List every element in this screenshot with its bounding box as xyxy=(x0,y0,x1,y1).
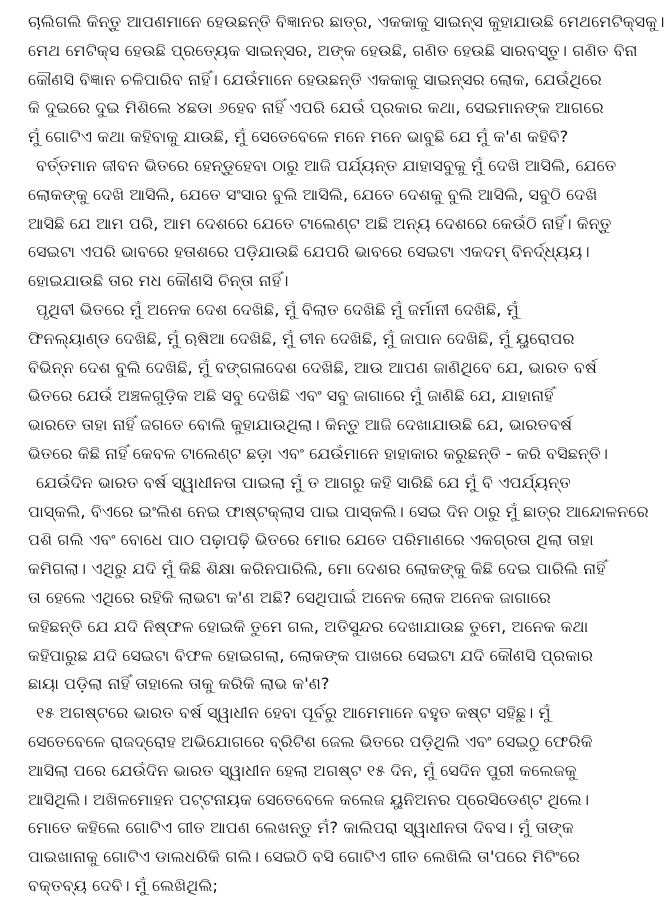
text-line: କହିଛନ୍ତି ଯେ ଯଦି ନିଷ୍ଫଳ ହୋଇକି ତୁମେ ଗଲ, ଅତିସୁନ୍ଦର ଦେଖାଯାଉଛ ତୁମେ, ଅନେକ କଥା xyxy=(28,616,589,636)
text-line: ହୋଇଯାଉଛି ତାର ମଧ କୌଣସି ଚିନ୍ତା ନାହିଁ। xyxy=(28,271,289,291)
paragraph xyxy=(28,8,665,152)
text-line: ଫିନଲ୍ୟାଣ୍ଡ ଦେଖିଛି, ମୁଁ ଋଷିଆ ଦେଖିଛି, ମୁଁ ଚୀନ ଦେଖିଛି, ମୁଁ ଜାପାନ ଦେଖିଛି, ମୁଁ ୟୁରୋପର xyxy=(28,328,575,348)
text-line: ଲୋକଙ୍କୁ ଦେଖି ଆସିଲି, ଯେତେ ସଂସାର ବୁଲି ଆସିଲି, ଯେତେ ଦେଶକୁ ବୁଲି ଆସିଲି, ସବୁଠି ଦେଖି xyxy=(28,184,598,204)
text-line: ସେତେବେଳେ ରାଜଦ୍ରୋହ ଅଭିଯୋଗରେ ବ୍ରିଟିଶ ଜେଲ ଭିତରେ ପଡ଼ିଥିଲି ଏବଂ ସେଇଠୁ ଫେରିକି xyxy=(28,731,593,751)
text-line: ମୋତେ କହିଲେ ଗୋଟିଏ ଗୀତ ଆପଣ ଲେଖନ୍ତୁ ମଁ? କାଲିପରା ସ୍ୱାଧୀନତା ଦିବସ। ମୁଁ ତାଙ୍କ xyxy=(28,818,574,838)
text-line: ଭାରତେ ତାହା ନାହିଁ ଜଗତେ ବୋଲି କୁହାଯାଉଥିଲା। କିନ୍ତୁ ଆଜି ଦେଖାଯାଉଛି ଯେ, ଭାରତବର୍ଷ xyxy=(28,415,573,435)
text-line: ପୃଥିବୀ ଭିତରେ ମୁଁ ଅନେକ ଦେଶ ଦେଖିଛି, ମୁଁ ବିଲାତ ଦେଖିଛି ମୁଁ ଜର୍ମାନୀ ଦେଖିଛି, ମୁଁ xyxy=(36,299,519,319)
paragraph xyxy=(28,469,649,699)
text-line: କି ଦୁଇରେ ଦୁଇ ମିଶିଲେ ୪ଛଡା ୬ହେବ ନାହିଁ ଏପରି ଯେଉଁ ପ୍ରକାର କଥା, ସେଇମାନଙ୍କ ଆଗରେ xyxy=(28,98,604,118)
text-line: ଚାଲିଗଲି କିନ୍ତୁ ଆପଣମାନେ ହେଉଛନ୍ତି ବିଜ୍ଞାନର ଛାତ୍ର, ଏକକାକୁ ସାଇନ୍ସ କୁହାଯାଉଛି ମେଥମେଟିକ୍ସକୁ। xyxy=(28,12,665,31)
text-line: ଆସିଛି ଯେ ଆମ ପରି, ଆମ ଦେଶରେ ଯେତେ ଟାଲେଣ୍ଟ ଅଛି ଅନ୍ୟ ଦେଶରେ କେଉଁଠି ନାହିଁ। କିନ୍ତୁ xyxy=(28,213,612,233)
text-line: ଛାୟା ପଡ଼ିଲା ନାହିଁ ତାହାଲେ ତାକୁ କରିକି ଲାଭ କ'ଣ? xyxy=(28,674,330,694)
text-line: ଭିତରେ ଯେଉଁ ଅଞ୍ଚଳଗୁଡ଼ିକ ଅଛି ସବୁ ଦେଖିଛି ଏବଂ ସବୁ ଜାଗାରେ ମୁଁ ଜାଣିଛି ଯେ, ଯାହାନାହିଁ xyxy=(28,386,554,406)
text-line: ବିଭିନ୍ନ ଦେଶ ବୁଲି ଦେଖିଛି, ମୁଁ ବଙ୍ଗଳାଦେଶ ଦେଖିଛି, ଆଉ ଆପଣ ଜାଣିଥିବେ ଯେ, ଭାରତ ବର୍ଷ xyxy=(28,357,597,377)
text-line: ବର୍ତ୍ତମାନ ଜୀବନ ଭିତରେ ହେନ୍ଡୁହେବା ଠାରୁ ଆଜି ପର୍ଯ୍ୟନ୍ତ ଯାହାସବୁକୁ ମୁଁ ଦେଖି ଆସିଲି, ଯେତେ xyxy=(36,155,617,175)
paragraph xyxy=(28,296,608,469)
text-line: ବକ୍ତବ୍ୟ ଦେବି। ମୁଁ ଲେଖିଥିଲି; xyxy=(28,875,219,895)
text-line: କୌଣସି ବିଜ୍ଞାନ ଚଳିପାରିବ ନାହିଁ। ଯେଉଁମାନେ ହେଉଛନ୍ତି ଏକକାକୁ ସାଇନ୍ସର ଲୋକ, ଯେଉଁଥିରେ xyxy=(28,69,602,89)
text-line: ଆସିଥିଲି। ଅଖିଳମୋହନ ପଟ୍ଟନାୟକ ସେତେବେଳେ କଲେଜ ୟୁନିଅନର ପ୍ରେସିଡେଣ୍ଟ ଥିଲେ। xyxy=(28,789,590,809)
text-line: କମିଗଲା। ଏଥିରୁ ଯଦି ମୁଁ କିଛି ଶିକ୍ଷା କରିନପାରିଲି, ମୋ ଦେଶର ଲୋକଙ୍କୁ କିଛି ଦେଇ ପାରିଲି ନାହିଁ xyxy=(28,559,606,579)
paragraph xyxy=(28,152,617,296)
text-line: ମେଥ ମେଟିକ୍ସ ହେଉଛି ପ୍ରତ୍ୟେକ ସାଇନ୍ସର, ଅଙ୍କ ହେଉଛି, ଗଣିତ ହେଉଛି ସାରବସ୍ତୁ। ଗଣିତ ବିନା xyxy=(28,40,638,60)
paragraph xyxy=(28,699,593,901)
text-line: ଭିତରେ କିଛି ନାହିଁ କେବଳ ଟାଲେଣ୍ଟ ଛଡ଼ା ଏବଂ ଯେଉଁମାନେ ହାହାକାର କରୁଛନ୍ତି - କରି ବସିଛନ୍ତି। xyxy=(28,443,608,463)
text-line: ମୁଁ ଗୋଟିଏ କଥା କହିବାକୁ ଯାଉଛି, ମୁଁ ସେତେବେଳେ ମନେ ମନେ ଭାବୁଛି ଯେ ମୁଁ କ'ଣ କହିବି? xyxy=(28,127,569,147)
text-line: ଆସିଲା ପରେ ଯେଉଁଦିନ ଭାରତ ସ୍ୱାଧୀନ ହେଲା ଅଗଷ୍ଟ ୧୫ ଦିନ, ମୁଁ ସେଦିନ ପୁରୀ କଲେଜକୁ xyxy=(28,760,577,780)
text-line: ୧୫ ଅଗଷ୍ଟରେ ଭାରତ ବର୍ଷ ସ୍ୱାଧୀନ ହେବା ପୂର୍ବରୁ ଆମେମାନେ ବହୁତ କଷ୍ଟ ସହିଛୁ। ମୁଁ xyxy=(36,703,551,723)
text-line: ତା ହେଲେ ଏଥିରେ ରହିକି ଲାଭଟା କ'ଣ ଅଛି? ସେଥିପାଇଁ ଅନେକ ଲୋକ ଅନେକ ଜାଗାରେ xyxy=(28,587,551,607)
text-line: ପଶି ଗଲି ଏବଂ ବୋଧେ ପାଠ ପଢ଼ାପଢ଼ି ଭିତରେ ମୋର ଯେତେ ପରିମାଣରେ ଏକଗ୍ରତା ଥିଲା ତାହା xyxy=(28,530,594,550)
text-line: ସେଇଟା ଏପରି ଭାବରେ ହତାଶରେ ପଡ଼ିଯାଉଛି ଯେପରି ଭାବରେ ସେଇଟା ଏକଦମ୍ ବିନର୍ଦ୍ଧ୍ୟୟ। xyxy=(28,242,590,262)
text-line: ପାଇଖାନାକୁ ଗୋଟିଏ ଡାଲଧରିକି ଗଲି। ସେଇଠି ବସି ଗୋଟିଏ ଗୀତ ଲେଖିଲି ତା'ପରେ ମିଟିଂରେ xyxy=(28,847,581,867)
text-line: ଯେଉଁଦିନ ଭାରତ ବର୍ଷ ସ୍ୱାଧୀନତା ପାଇଲା ମୁଁ ତ ଆଗରୁ କହି ସାରିଛି ଯେ ମୁଁ ବି ଏପର୍ଯ୍ୟନ୍ତ xyxy=(36,472,571,492)
text-line: ପାସ୍‌କଲି, ବିଏରେ ଇଂଲିଶ ନେଇ ଫାଷ୍ଟକ୍ଲାସ ପାଇ ପାସ୍‌କଲି। ସେଇ ଦିନ ଠାରୁ ମୁଁ ଛାତ୍ର ଆନ୍ଦୋଳନରେ xyxy=(28,501,649,521)
text-line: କହିପାରୁଛ ଯଦି ସେଇଟା ବିଫଳ ହୋଇଗଲା, ଲୋକଙ୍କ ପାଖରେ ସେଇଟା ଯଦି କୌଣସି ପ୍ରକାର xyxy=(28,645,594,665)
